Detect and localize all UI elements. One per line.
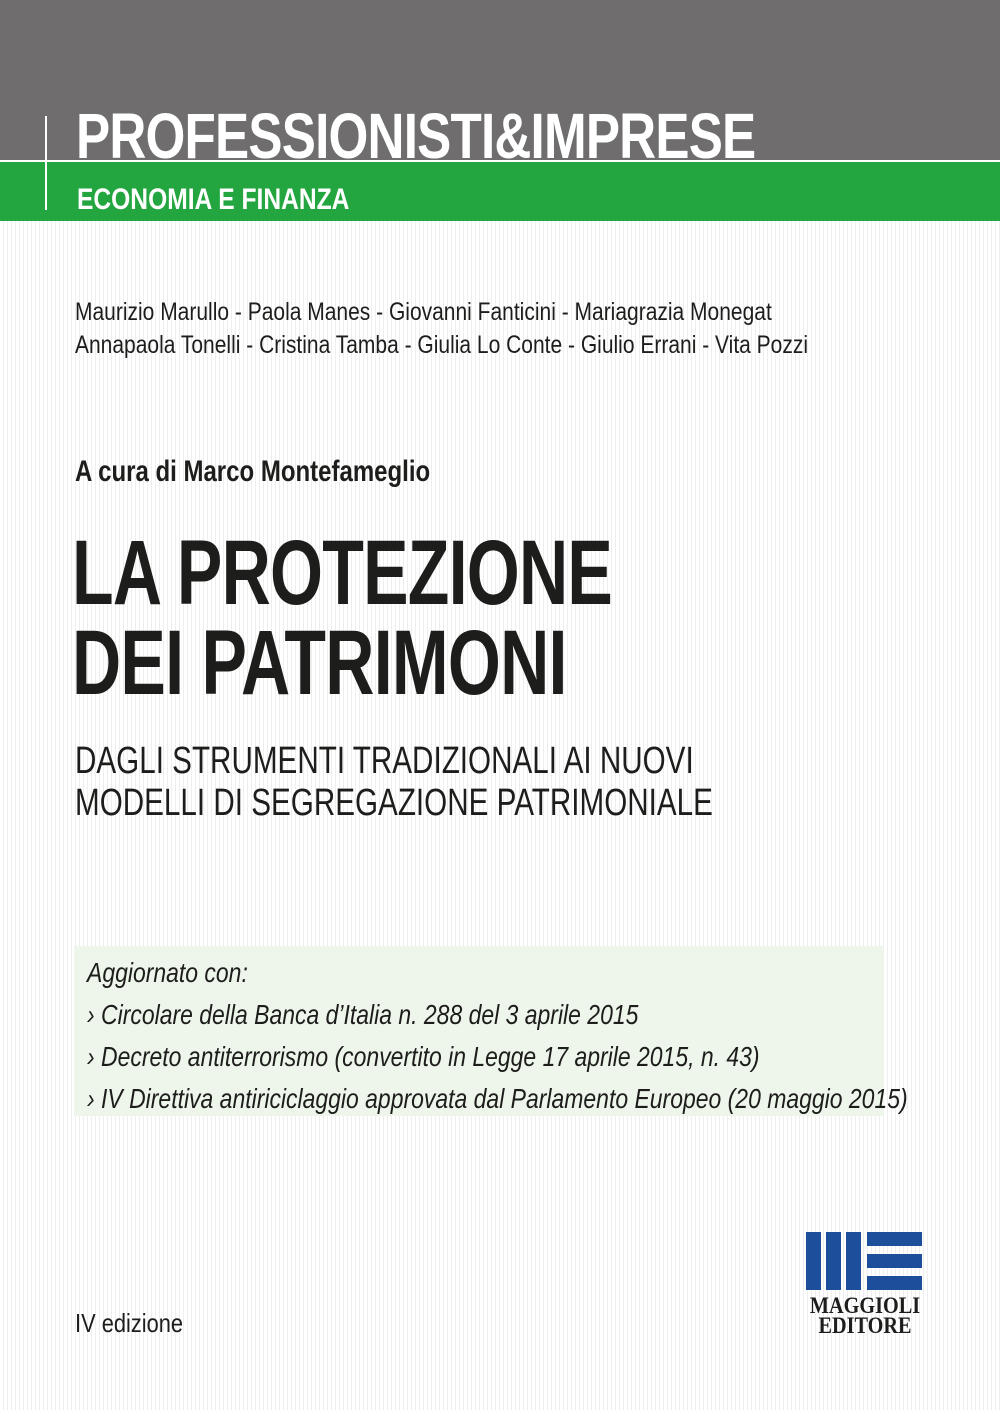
edition-label: IV edizione — [75, 1308, 184, 1338]
publisher-name-line-1: MAGGIOLI — [809, 1293, 921, 1318]
series-title: PROFESSIONISTI&IMPRESE — [76, 104, 756, 160]
authors — [75, 296, 808, 362]
book-subtitle — [75, 740, 713, 824]
book-subtitle-line-1: DAGLI STRUMENTI TRADIZIONALI AI NUOVI — [75, 740, 694, 782]
publisher-name-line-2: EDITORE — [818, 1313, 912, 1338]
update-item: › Decreto antiterrorismo (convertito in Legge 17 aprile 2015, n. 43) — [87, 1041, 760, 1072]
update-item: › Circolare della Banca d’Italia n. 288 del 3 aprile 2015 — [87, 999, 639, 1030]
authors-line-1: Maurizio Marullo - Paola Manes - Giovanni Fanticini - Mariagrazia Monegat — [75, 298, 772, 326]
curator: A cura di Marco Montefameglio — [75, 455, 431, 488]
series-subtitle: ECONOMIA E FINANZA — [77, 183, 350, 216]
publisher-logo — [806, 1232, 924, 1336]
update-item: › IV Direttiva antiriciclaggio approvata dal Parlamento Europeo (20 maggio 2015) — [87, 1083, 908, 1114]
book-title-line-1: LA PROTEZIONE — [72, 522, 613, 624]
updates-heading: Aggiornato con: — [87, 957, 248, 988]
book-title — [72, 522, 613, 714]
publisher-name — [808, 1293, 922, 1338]
book-title-line-2: DEI PATRIMONI — [72, 612, 567, 714]
header-vertical-rule — [45, 116, 47, 210]
maggioli-logo-icon — [806, 1232, 922, 1290]
authors-line-2: Annapaola Tonelli - Cristina Tamba - Giulia Lo Conte - Giulio Errani - Vita Pozzi — [75, 331, 809, 359]
book-subtitle-line-2: MODELLI DI SEGREGAZIONE PATRIMONIALE — [75, 782, 713, 824]
updates-list — [87, 952, 908, 1120]
